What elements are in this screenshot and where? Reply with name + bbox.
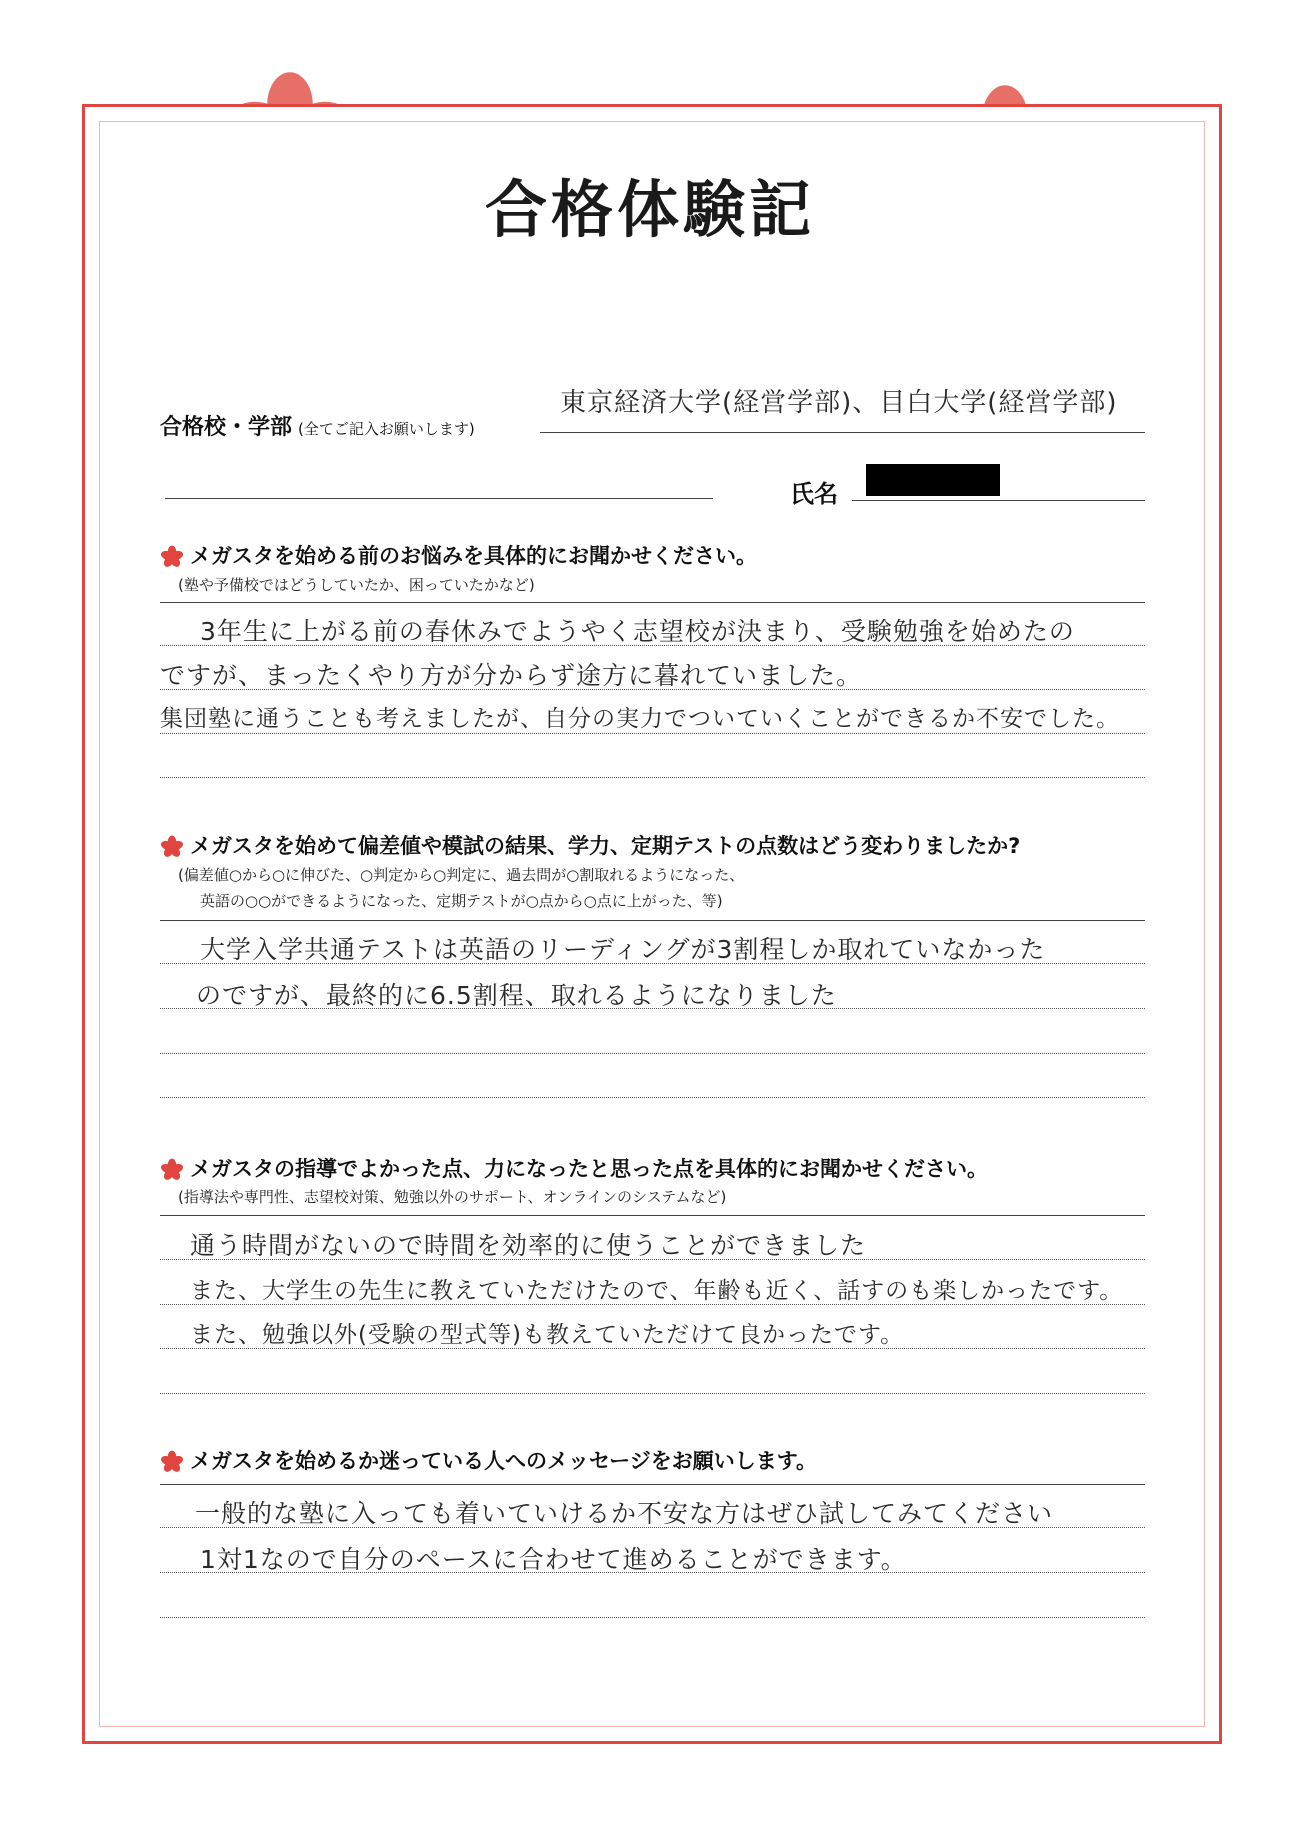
blank-underline [165, 498, 713, 499]
answer-3-line-3: また、勉強以外(受験の型式等)も教えていただけて良かったです。 [190, 1322, 905, 1348]
answer-4-rule [160, 1527, 1145, 1528]
question-2-top-line [160, 920, 1145, 921]
answer-1-line-3: 集団塾に通うことも考えましたが、自分の実力でついていくことができるか不安でした。 [160, 706, 1120, 732]
answer-4-rule [160, 1617, 1145, 1618]
question-1-heading [160, 540, 757, 570]
answer-3-rule [160, 1259, 1145, 1260]
sakura-bullet-icon [160, 545, 184, 569]
school-label-text: 合格校・学部 [160, 415, 293, 440]
answer-4-line-1: 一般的な塾に入っても着いていけるか不安な方はぜひ試してみてください [195, 1499, 1054, 1528]
question-2-sub-2: 英語の○○ができるようになった、定期テストが○点から○点に上がった、等) [200, 892, 723, 910]
question-4-top-line [160, 1484, 1145, 1485]
question-3-heading [160, 1153, 988, 1183]
answer-1-rule [160, 645, 1145, 646]
answer-1-line-2: ですが、まったくやり方が分からず途方に暮れていました。 [160, 661, 863, 690]
school-underline [540, 432, 1145, 433]
answer-3-line-2: また、大学生の先生に教えていただけたので、年齢も近く、話すのも楽しかったです。 [190, 1278, 1124, 1304]
question-1-top-line [160, 602, 1145, 603]
question-3-sub: (指導法や専門性、志望校対策、勉強以外のサポート、オンラインのシステムなど) [178, 1188, 727, 1206]
answer-3-line-1: 通う時間がないので時間を効率的に使うことができました [190, 1231, 867, 1260]
answer-1-line-1: 3年生に上がる前の春休みでようやく志望校が決まり、受験勉強を始めたの [200, 617, 1075, 646]
answer-4-rule [160, 1572, 1145, 1573]
question-1-sub: (塾や予備校ではどうしていたか、困っていたかなど) [178, 576, 535, 594]
question-2-text: メガスタを始めて偏差値や模試の結果、学力、定期テストの点数はどう変わりましたか? [190, 834, 1021, 858]
answer-2-rule [160, 1008, 1145, 1009]
answer-2-line-2: のですが、最終的に6.5割程、取れるようになりました [196, 981, 837, 1010]
question-2-sub-1: (偏差値○から○に伸びた、○判定から○判定に、過去問が○割取れるようになった、 [178, 866, 745, 884]
school-label [160, 410, 475, 441]
question-3-top-line [160, 1215, 1145, 1216]
answer-2-rule [160, 963, 1145, 964]
question-4-heading [160, 1445, 817, 1475]
redacted-name [866, 464, 1000, 496]
answer-2-rule [160, 1097, 1145, 1098]
question-2-heading [160, 830, 1020, 860]
school-label-note: (全てご記入お願いします) [298, 420, 475, 438]
sakura-bullet-icon [160, 1450, 184, 1474]
answer-1-rule [160, 777, 1145, 778]
question-1-text: メガスタを始める前のお悩みを具体的にお聞かせください。 [190, 544, 757, 568]
school-value: 東京経済大学(経営学部)、目白大学(経営学部) [560, 388, 1118, 418]
sakura-bullet-icon [160, 835, 184, 859]
page-title: 合格体験記 [484, 173, 815, 246]
answer-1-rule [160, 733, 1145, 734]
answer-2-line-1: 大学入学共通テストは英語のリーディングが3割程しか取れていなかった [200, 935, 1046, 964]
answer-3-rule [160, 1348, 1145, 1349]
name-underline [852, 500, 1145, 501]
answer-1-rule [160, 689, 1145, 690]
answer-3-rule [160, 1304, 1145, 1305]
answer-2-rule [160, 1053, 1145, 1054]
answer-4-line-2: 1対1なので自分のペースに合わせて進めることができます。 [200, 1545, 907, 1574]
inner-border [99, 121, 1205, 1727]
sakura-bullet-icon [160, 1158, 184, 1182]
answer-3-rule [160, 1393, 1145, 1394]
question-3-text: メガスタの指導でよかった点、力になったと思った点を具体的にお聞かせください。 [190, 1157, 988, 1181]
name-label: 氏名 [790, 480, 838, 508]
question-4-text: メガスタを始めるか迷っている人へのメッセージをお願いします。 [190, 1449, 818, 1473]
